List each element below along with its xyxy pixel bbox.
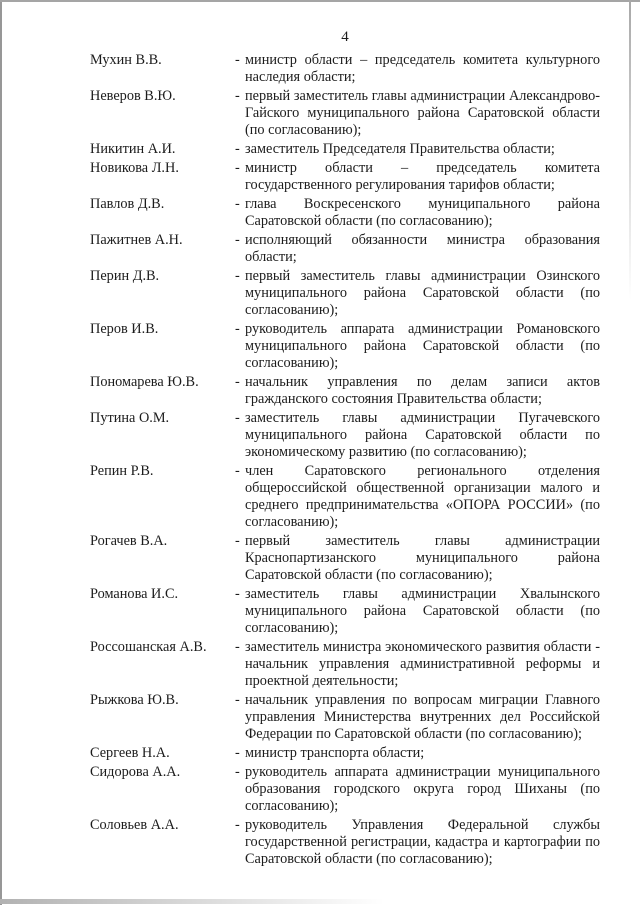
member-name: Пажитнев А.Н. [90, 232, 183, 248]
separator-dash: - [235, 374, 240, 390]
member-name: Неверов В.Ю. [90, 88, 176, 104]
list-item [90, 764, 600, 815]
member-title: заместитель министра экономического развития области - начальник управления административной реформы и проектной деятельности; [245, 639, 600, 689]
member-title: руководитель аппарата администрации муниципального образования городского округа город Шиханы (по согласованию); [245, 764, 600, 814]
member-name: Соловьев А.А. [90, 817, 179, 833]
list-item [90, 232, 600, 266]
separator-dash: - [235, 52, 240, 68]
member-title: заместитель главы администрации Пугачевского муниципального района Саратовской области по экономическому развитию (по согласованию); [245, 410, 600, 460]
member-title: руководитель Управления Федеральной службы государственной регистрации, кадастра и картографии по Саратовской области (по согласованию); [245, 817, 600, 867]
separator-dash: - [235, 410, 240, 426]
list-item [90, 141, 600, 158]
list-item [90, 88, 600, 139]
member-title: исполняющий обязанности министра образования области; [245, 232, 600, 265]
list-item [90, 196, 600, 230]
member-title: министр области – председатель комитета культурного наследия области; [245, 52, 600, 85]
member-name: Сергеев Н.А. [90, 745, 170, 761]
member-name: Пономарева Ю.В. [90, 374, 199, 390]
member-name: Никитин А.И. [90, 141, 176, 157]
separator-dash: - [235, 232, 240, 248]
list-item [90, 321, 600, 372]
member-title: министр транспорта области; [245, 745, 425, 761]
list-item [90, 692, 600, 743]
separator-dash: - [235, 88, 240, 104]
list-item [90, 463, 600, 531]
member-name: Россошанская А.В. [90, 639, 207, 655]
scan-edge-bottom [0, 899, 384, 904]
member-name: Репин Р.В. [90, 463, 154, 479]
separator-dash: - [235, 764, 240, 780]
separator-dash: - [235, 533, 240, 549]
list-item [90, 374, 600, 408]
list-item [90, 817, 600, 868]
member-name: Мухин В.В. [90, 52, 162, 68]
separator-dash: - [235, 141, 240, 157]
page-number: 4 [341, 29, 349, 45]
member-title: первый заместитель главы администрации Озинского муниципального района Саратовской области (по согласованию); [245, 268, 600, 318]
member-title: руководитель аппарата администрации Романовского муниципального района Саратовской области (по согласованию); [245, 321, 600, 371]
member-title: начальник управления по вопросам миграции Главного управления Министерства внутренних дел Российской Федерации по Саратовской области (по согласованию); [245, 692, 600, 742]
member-title: заместитель Председателя Правительства области; [245, 141, 555, 157]
member-title: министр области – председатель комитета государственного регулирования тарифов области; [245, 160, 600, 193]
list-item [90, 268, 600, 319]
separator-dash: - [235, 586, 240, 602]
member-name: Павлов Д.В. [90, 196, 165, 212]
separator-dash: - [235, 196, 240, 212]
roster-list [0, 52, 640, 868]
list-item [90, 639, 600, 690]
member-name: Рогачев В.А. [90, 533, 168, 549]
separator-dash: - [235, 817, 240, 833]
list-item [90, 410, 600, 461]
member-title: заместитель главы администрации Хвалынского муниципального района Саратовской области (по согласованию); [245, 586, 600, 636]
list-item [90, 586, 600, 637]
list-item [90, 52, 600, 86]
member-name: Романова И.С. [90, 586, 179, 602]
separator-dash: - [235, 692, 240, 708]
member-name: Перин Д.В. [90, 268, 160, 284]
member-title: первый заместитель главы администрации Краснопартизанского муниципального района Саратовской области (по согласованию); [245, 533, 600, 583]
member-name: Новикова Л.Н. [90, 160, 179, 176]
member-title: глава Воскресенского муниципального района Саратовской области (по согласованию); [245, 196, 600, 229]
member-name: Путина О.М. [90, 410, 170, 426]
list-item [90, 160, 600, 194]
separator-dash: - [235, 639, 240, 655]
member-title: начальник управления по делам записи актов гражданского состояния Правительства области; [245, 374, 600, 407]
list-item [90, 533, 600, 584]
member-title: первый заместитель главы администрации Александрово-Гайского муниципального района Саратовской области (по согласованию); [245, 88, 600, 138]
list-item [90, 745, 600, 762]
member-name: Перов И.В. [90, 321, 159, 337]
member-name: Сидорова А.А. [90, 764, 181, 780]
member-title: член Саратовского регионального отделения общероссийской общественной организации малого и среднего предпринимательства «ОПОРА РОССИИ» (по согласованию); [245, 463, 600, 530]
separator-dash: - [235, 321, 240, 337]
separator-dash: - [235, 268, 240, 284]
separator-dash: - [235, 160, 240, 176]
separator-dash: - [235, 745, 240, 761]
member-name: Рыжкова Ю.В. [90, 692, 179, 708]
separator-dash: - [235, 463, 240, 479]
